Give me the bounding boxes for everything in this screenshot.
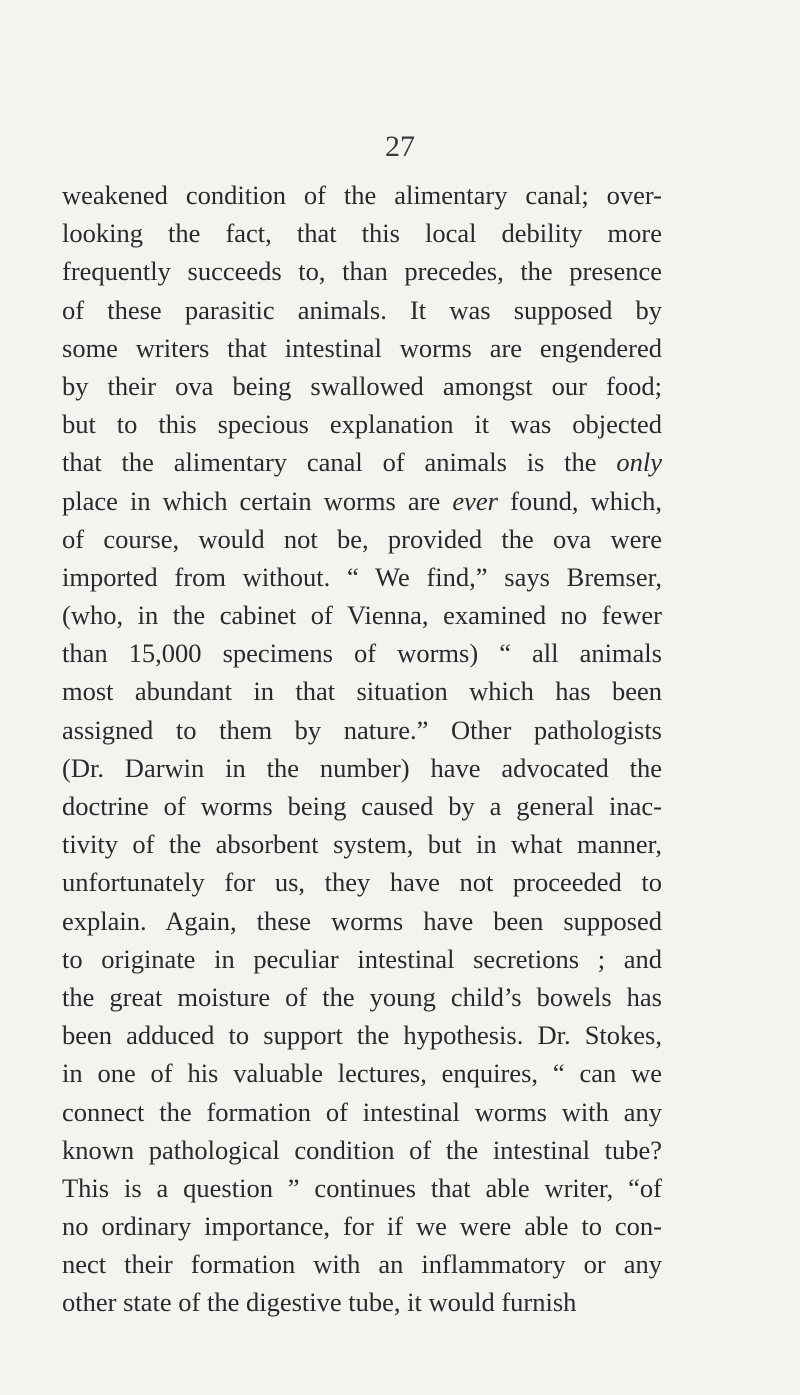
text-line: doctrine of worms being caused by a general inac- xyxy=(62,791,662,821)
text-line: but to this specious explanation it was objected xyxy=(62,409,662,440)
text-line: (Dr. Darwin in the number) have advocated the xyxy=(62,752,662,783)
text-line: This is a question ” continues that able writer, “of xyxy=(62,1172,662,1203)
text-line: place in which certain worms are ever found, which, xyxy=(62,485,662,516)
text-line: unfortunately for us, they have not proceeded to xyxy=(62,867,662,898)
text-line: tivity of the absorbent system, but in what manner, xyxy=(62,829,662,860)
text-line: imported from without. “ We find,” says Bremser, xyxy=(62,561,662,592)
text-line: explain. Again, these worms have been supposed xyxy=(62,905,662,936)
text-line: known pathological condition of the intestinal tube? xyxy=(62,1134,662,1165)
text-line: of these parasitic animals. It was supposed by xyxy=(62,294,662,325)
text-line: (who, in the cabinet of Vienna, examined no fewer xyxy=(62,600,662,631)
text-line: that the alimentary canal of animals is the only xyxy=(62,447,662,478)
italic-word: ever xyxy=(452,485,498,516)
text-line: the great moisture of the young child’s bowels has xyxy=(62,981,662,1012)
text-line: looking the fact, that this local debility more xyxy=(62,218,662,249)
text-line: than 15,000 specimens of worms) “ all animals xyxy=(62,638,662,669)
text-line: by their ova being swallowed amongst our food; xyxy=(62,370,662,401)
text-line: most abundant in that situation which has been xyxy=(62,676,662,707)
text-line: frequently succeeds to, than precedes, the presence xyxy=(62,256,662,287)
text-line: nect their formation with an inflammatory or any xyxy=(62,1249,662,1280)
text-line: to originate in peculiar intestinal secretions ; and xyxy=(62,943,662,974)
text-line: been adduced to support the hypothesis. Dr. Stokes, xyxy=(62,1020,662,1051)
text-line: other state of the digestive tube, it would furnish xyxy=(62,1287,577,1318)
text-line: no ordinary importance, for if we were able to con- xyxy=(62,1211,662,1242)
text-line: assigned to them by nature.” Other pathologists xyxy=(62,714,662,745)
page-number: 27 xyxy=(385,130,415,163)
text-line: of course, would not be, provided the ova were xyxy=(62,523,662,554)
text-line: connect the formation of intestinal worms with any xyxy=(62,1096,662,1127)
italic-word: only xyxy=(616,447,662,478)
body-text xyxy=(62,176,662,1322)
text-line: weakened condition of the alimentary canal; over- xyxy=(62,180,662,210)
text-line: in one of his valuable lectures, enquires, “ can we xyxy=(62,1058,662,1089)
text-line: some writers that intestinal worms are engendered xyxy=(62,332,662,363)
